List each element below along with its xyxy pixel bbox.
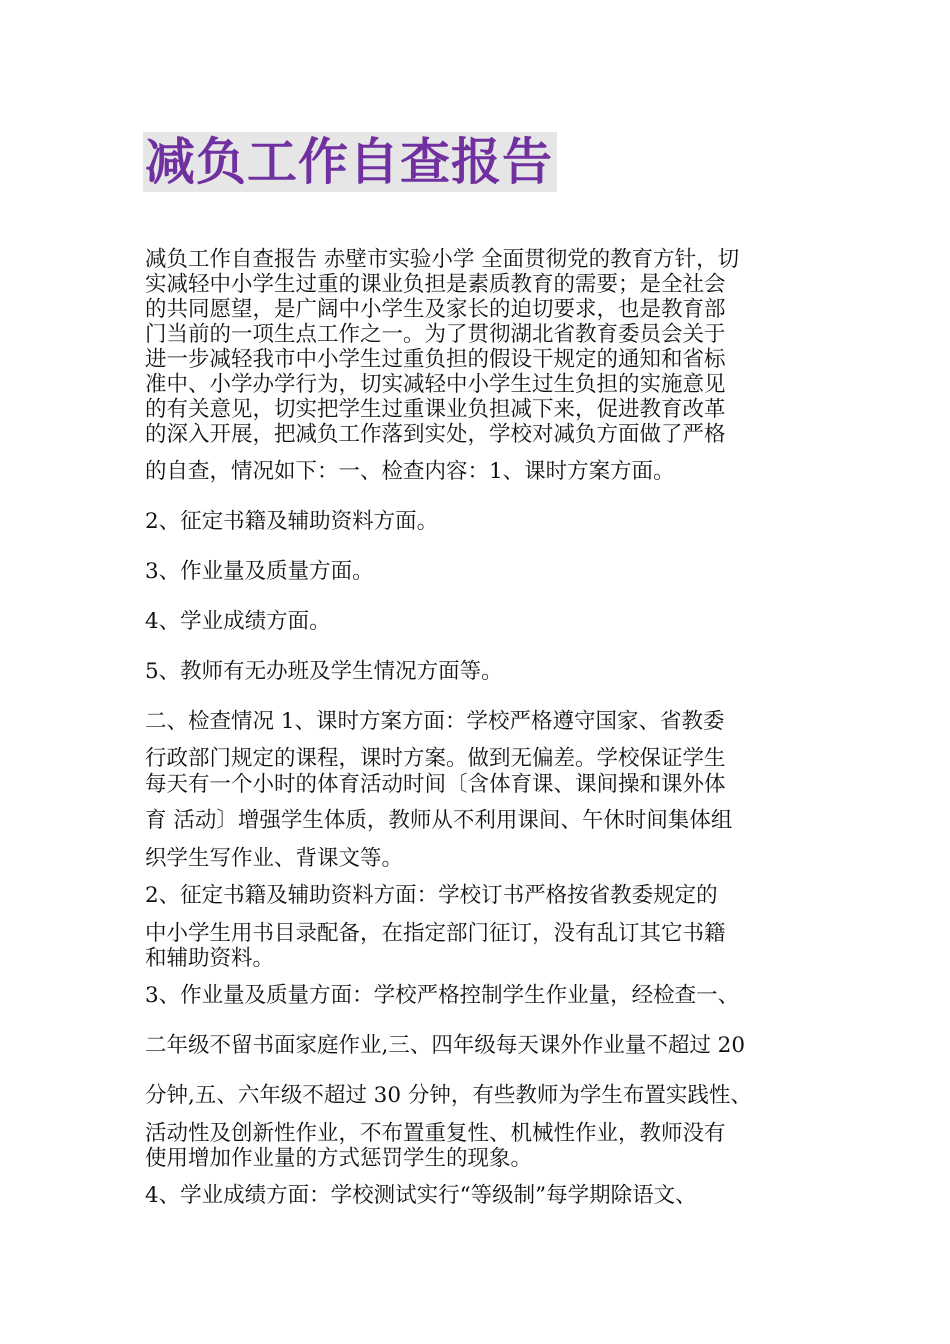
title-highlight — [143, 132, 557, 192]
section2-line: 行政部门规定的课程，课时方案。做到无偏差。学校保证学生 — [145, 746, 726, 771]
grades-line: 4、学业成绩方面：学校测试实行“等级制”每学期除语文、 — [145, 1183, 697, 1208]
text-line: 的深入开展，把减负工作落到实处，学校对减负方面做了严格 — [145, 422, 726, 447]
page-title: 减负工作自查报告 — [145, 133, 553, 191]
check-item: 5、教师有无办班及学生情况方面等。 — [145, 659, 503, 684]
text-line: 的有关意见，切实把学生过重课业负担减下来，促进教育改革 — [145, 397, 726, 422]
text-line: 准中、小学办学行为，切实减轻中小学生过生负担的实施意见 — [145, 372, 726, 397]
homework-line: 二年级不留书面家庭作业,三、四年级每天课外作业量不超过 20 — [145, 1033, 746, 1058]
text-line: 门当前的一项生点工作之一。为了贯彻湖北省教育委员会关于 — [145, 322, 726, 347]
homework-line: 活动性及创新性作业，不布置重复性、机械性作业，教师没有 — [145, 1121, 726, 1146]
check-item: 4、学业成绩方面。 — [145, 609, 331, 634]
text-line: 减负工作自查报告 赤壁市实验小学 全面贯彻党的教育方针，切 — [145, 247, 740, 272]
text-line: 的共同愿望，是广阔中小学生及家长的迫切要求，也是教育部 — [145, 297, 726, 322]
intro-last-line: 的自查，情况如下：一、检查内容：1、课时方案方面。 — [145, 459, 675, 484]
check-item: 3、作业量及质量方面。 — [145, 559, 374, 584]
books-line: 和辅助资料。 — [145, 946, 275, 971]
books-line: 中小学生用书目录配备，在指定部门征订，没有乱订其它书籍 — [145, 921, 726, 946]
homework-line: 使用增加作业量的方式惩罚学生的现象。 — [145, 1146, 533, 1171]
section2-line: 每天有一个小时的体育活动时间〔含体育课、课间操和课外体 — [145, 772, 726, 797]
intro-paragraph — [145, 247, 825, 447]
text-line: 实减轻中小学生过重的课业负担是素质教育的需要；是全社会 — [145, 272, 726, 297]
text-line: 进一步减轻我市中小学生过重负担的假设干规定的通知和省标 — [145, 347, 726, 372]
section2-line: 二、检查情况 1、课时方案方面：学校严格遵守国家、省教委 — [145, 709, 725, 734]
homework-line: 分钟,五、六年级不超过 30 分钟，有些教师为学生布置实践性、 — [145, 1083, 752, 1108]
section2-line: 育 活动〕增强学生体质，教师从不利用课间、午休时间集体组 — [145, 808, 733, 833]
check-item: 2、征定书籍及辅助资料方面。 — [145, 509, 439, 534]
section2-line: 织学生写作业、背课文等。 — [145, 846, 404, 871]
homework-line: 3、作业量及质量方面：学校严格控制学生作业量，经检查一、 — [145, 983, 740, 1008]
books-line: 2、征定书籍及辅助资料方面：学校订书严格按省教委规定的 — [145, 883, 718, 908]
